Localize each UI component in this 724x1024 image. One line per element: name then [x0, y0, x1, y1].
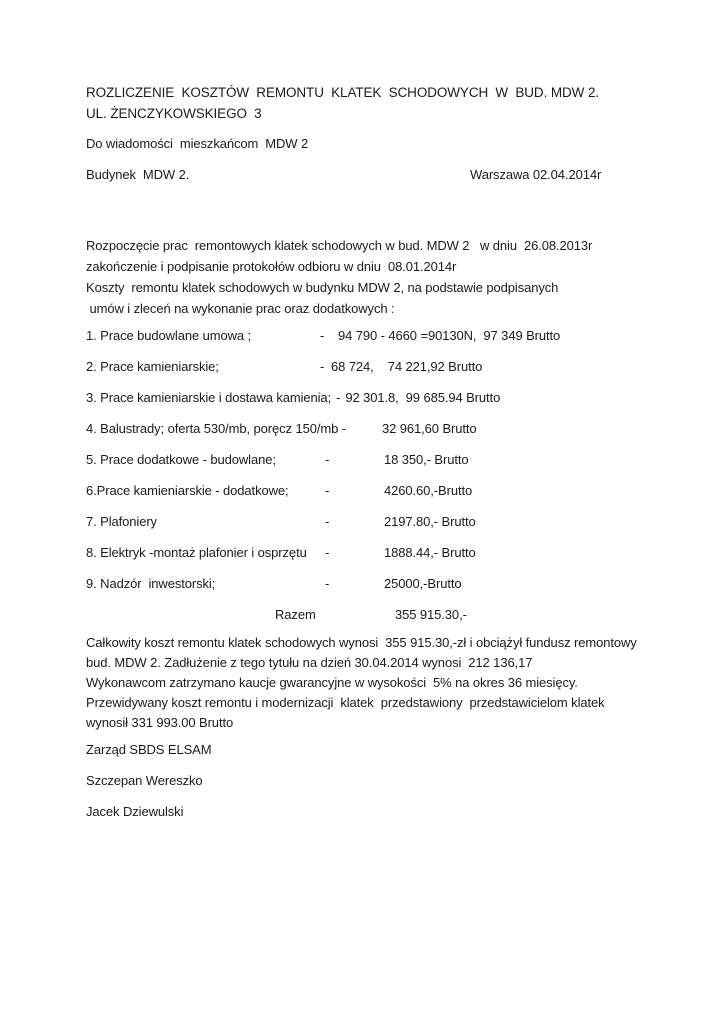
item-amount: 32 961,60 Brutto	[382, 421, 477, 436]
summary-line: bud. MDW 2. Zadłużenie z tego tytułu na dzień 30.04.2014 wynosi 212 136,17	[86, 655, 533, 670]
cost-item-row	[86, 387, 704, 408]
item-label: 2. Prace kamieniarskie;	[86, 359, 219, 374]
cost-item-row	[86, 573, 704, 594]
city-date: Warszawa 02.04.2014r	[470, 167, 602, 182]
intro-line: zakończenie i podpisanie protokołów odbioru w dniu 08.01.2014r	[86, 259, 457, 274]
total-label: Razem	[275, 607, 316, 622]
signature-name-2: Jacek Dziewulski	[86, 804, 184, 819]
item-dash: -	[325, 452, 330, 467]
summary-line: Całkowity koszt remontu klatek schodowych wynosi 355 915.30,-zł i obciążył fundusz remontowy	[86, 635, 637, 650]
item-amount: 1888.44,- Brutto	[384, 545, 476, 560]
item-amount: 25000,-Brutto	[384, 576, 462, 591]
item-label: 5. Prace dodatkowe - budowlane;	[86, 452, 276, 467]
item-dash: -	[320, 328, 325, 343]
item-amount: 92 301.8, 99 685.94 Brutto	[345, 390, 501, 405]
item-amount: 2197.80,- Brutto	[384, 514, 476, 529]
signature-block	[86, 739, 704, 822]
item-label: 7. Plafoniery	[86, 514, 157, 529]
item-amount: 68 724, 74 221,92 Brutto	[331, 359, 483, 374]
recipient-line: Do wiadomości mieszkańcom MDW 2	[86, 136, 309, 151]
item-label: 4. Balustrady; oferta 530/mb, poręcz 150/mb -	[86, 421, 346, 436]
total-amount: 355 915.30,-	[395, 607, 467, 622]
document-title	[86, 82, 704, 124]
cost-item-row	[86, 480, 704, 501]
summary-line: Wykonawcom zatrzymano kaucje gwarancyjne w wysokości 5% na okres 36 miesięcy.	[86, 675, 578, 690]
summary-paragraph	[86, 633, 704, 733]
item-dash: -	[325, 483, 330, 498]
cost-item-row	[86, 542, 704, 563]
cost-item-row	[86, 356, 704, 377]
item-amount: 94 790 - 4660 =90130N, 97 349 Brutto	[338, 328, 561, 343]
item-label: 6.Prace kamieniarskie - dodatkowe;	[86, 483, 289, 498]
cost-list	[86, 325, 704, 594]
intro-line: Rozpoczęcie prac remontowych klatek schodowych w bud. MDW 2 w dniu 26.08.2013r	[86, 238, 593, 253]
item-dash: -	[325, 545, 330, 560]
signature-organization: Zarząd SBDS ELSAM	[86, 742, 212, 757]
intro-paragraph	[86, 235, 704, 319]
item-amount: 4260.60,-Brutto	[384, 483, 473, 498]
item-amount: 18 350,- Brutto	[384, 452, 469, 467]
building-date-row	[86, 164, 704, 185]
signature-name-1: Szczepan Wereszko	[86, 773, 203, 788]
cost-item-row	[86, 418, 704, 439]
cost-item-row	[86, 325, 704, 346]
total-row	[86, 604, 704, 625]
item-dash: -	[325, 576, 330, 591]
item-label: 9. Nadzór inwestorski;	[86, 576, 216, 591]
item-label: 8. Elektryk -montaż plafonier i osprzętu	[86, 545, 307, 560]
summary-line: Przewidywany koszt remontu i modernizacji klatek przedstawiony przedstawicielom klatek	[86, 695, 605, 710]
intro-line: umów i zleceń na wykonanie prac oraz dodatkowych :	[86, 301, 395, 316]
cost-item-row	[86, 449, 704, 470]
building-label: Budynek MDW 2.	[86, 167, 190, 182]
summary-line: wynosił 331 993.00 Brutto	[86, 715, 234, 730]
item-label: 1. Prace budowlane umowa ;	[86, 328, 252, 343]
item-dash: -	[336, 390, 341, 405]
item-dash: -	[325, 514, 330, 529]
item-label: 3. Prace kamieniarskie i dostawa kamienia;	[86, 390, 332, 405]
title-line-2: UL. ŻENCZYKOWSKIEGO 3	[86, 106, 262, 121]
title-line-1: ROZLICZENIE KOSZTÓW REMONTU KLATEK SCHODOWYCH W BUD. MDW 2.	[86, 85, 600, 100]
item-dash: -	[320, 359, 325, 374]
cost-item-row	[86, 511, 704, 532]
intro-line: Koszty remontu klatek schodowych w budynku MDW 2, na podstawie podpisanych	[86, 280, 559, 295]
